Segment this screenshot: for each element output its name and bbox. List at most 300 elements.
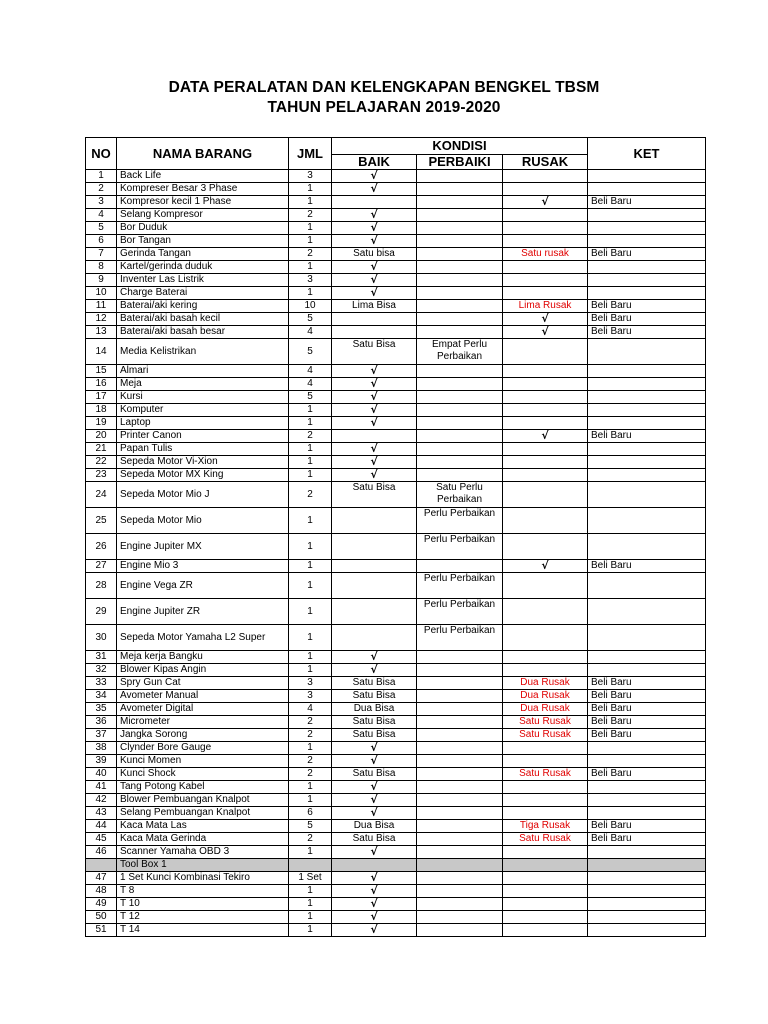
- row-kondisi-rusak: Dua Rusak: [503, 677, 588, 690]
- row-nama-barang: Laptop: [117, 417, 289, 430]
- row-no: 35: [86, 703, 117, 716]
- table-row: [86, 911, 706, 924]
- row-ket: [588, 664, 706, 677]
- row-kondisi-perbaiki: [417, 898, 503, 911]
- row-kondisi-baik: [332, 430, 417, 443]
- row-jml: 2: [289, 209, 332, 222]
- row-jml: 5: [289, 313, 332, 326]
- row-kondisi-baik: Satu Bisa: [332, 768, 417, 781]
- row-kondisi-perbaiki: [417, 716, 503, 729]
- row-kondisi-baik: [332, 534, 417, 560]
- row-kondisi-rusak: [503, 599, 588, 625]
- row-ket: Beli Baru: [588, 690, 706, 703]
- row-kondisi-rusak: [503, 274, 588, 287]
- row-kondisi-rusak: [503, 651, 588, 664]
- row-nama-barang: Komputer: [117, 404, 289, 417]
- row-nama-barang: Back Life: [117, 170, 289, 183]
- row-kondisi-rusak: [503, 482, 588, 508]
- row-kondisi-baik: √: [332, 924, 417, 937]
- row-jml: 1: [289, 664, 332, 677]
- header-nama-barang: NAMA BARANG: [117, 138, 289, 170]
- row-ket: [588, 742, 706, 755]
- row-kondisi-baik: [332, 313, 417, 326]
- row-nama-barang: Gerinda Tangan: [117, 248, 289, 261]
- row-kondisi-perbaiki: [417, 404, 503, 417]
- table-row: [86, 261, 706, 274]
- row-kondisi-baik: Satu Bisa: [332, 716, 417, 729]
- row-no: 10: [86, 287, 117, 300]
- row-no: 24: [86, 482, 117, 508]
- table-row: [86, 651, 706, 664]
- row-jml: 1: [289, 287, 332, 300]
- row-jml: 3: [289, 677, 332, 690]
- row-nama-barang: Kartel/gerinda duduk: [117, 261, 289, 274]
- row-nama-barang: Sepeda Motor Vi-Xion: [117, 456, 289, 469]
- row-jml: 1: [289, 599, 332, 625]
- row-no: 44: [86, 820, 117, 833]
- header-baik: BAIK: [332, 155, 417, 170]
- row-ket: [588, 469, 706, 482]
- row-kondisi-perbaiki: [417, 872, 503, 885]
- row-ket: [588, 443, 706, 456]
- row-kondisi-baik: [332, 196, 417, 209]
- row-no: 23: [86, 469, 117, 482]
- row-kondisi-rusak: [503, 898, 588, 911]
- row-jml: 1: [289, 898, 332, 911]
- row-kondisi-baik: Dua Bisa: [332, 820, 417, 833]
- row-jml: 2: [289, 482, 332, 508]
- row-nama-barang: Kompreser Besar 3 Phase: [117, 183, 289, 196]
- row-kondisi-rusak: Satu rusak: [503, 248, 588, 261]
- row-kondisi-rusak: Satu Rusak: [503, 833, 588, 846]
- row-kondisi-rusak: √: [503, 313, 588, 326]
- table-row: [86, 625, 706, 651]
- row-no: 3: [86, 196, 117, 209]
- row-no: 8: [86, 261, 117, 274]
- row-nama-barang: Tang Potong Kabel: [117, 781, 289, 794]
- table-row: [86, 807, 706, 820]
- row-kondisi-perbaiki: [417, 287, 503, 300]
- row-kondisi-baik: [332, 573, 417, 599]
- row-ket: Beli Baru: [588, 703, 706, 716]
- row-ket: Beli Baru: [588, 677, 706, 690]
- row-nama-barang: Selang Pembuangan Knalpot: [117, 807, 289, 820]
- row-nama-barang: Almari: [117, 365, 289, 378]
- table-row: [86, 417, 706, 430]
- row-no: 40: [86, 768, 117, 781]
- row-kondisi-baik: √: [332, 235, 417, 248]
- table-row: [86, 664, 706, 677]
- row-kondisi-perbaiki: [417, 209, 503, 222]
- row-kondisi-perbaiki: [417, 820, 503, 833]
- row-kondisi-perbaiki: Perlu Perbaikan: [417, 534, 503, 560]
- row-ket: [588, 911, 706, 924]
- row-kondisi-baik: Satu Bisa: [332, 833, 417, 846]
- row-no: 9: [86, 274, 117, 287]
- row-kondisi-baik: √: [332, 183, 417, 196]
- document-title: DATA PERALATAN DAN KELENGKAPAN BENGKEL TBSM: [168, 79, 600, 96]
- row-nama-barang: Blower Pembuangan Knalpot: [117, 794, 289, 807]
- row-jml: 4: [289, 378, 332, 391]
- row-jml: 2: [289, 768, 332, 781]
- row-ket: [588, 339, 706, 365]
- table-row: [86, 404, 706, 417]
- row-kondisi-baik: √: [332, 365, 417, 378]
- row-ket: Beli Baru: [588, 820, 706, 833]
- table-row: [86, 196, 706, 209]
- row-jml: 4: [289, 703, 332, 716]
- row-nama-barang: Kompresor kecil 1 Phase: [117, 196, 289, 209]
- table-row: [86, 391, 706, 404]
- row-nama-barang: T 12: [117, 911, 289, 924]
- row-ket: Beli Baru: [588, 300, 706, 313]
- row-ket: Beli Baru: [588, 833, 706, 846]
- table-row: [86, 508, 706, 534]
- row-kondisi-baik: Satu Bisa: [332, 690, 417, 703]
- row-no: 46: [86, 846, 117, 859]
- header-rusak: RUSAK: [503, 155, 588, 170]
- row-no: 36: [86, 716, 117, 729]
- row-kondisi-baik: Satu Bisa: [332, 339, 417, 365]
- table-row: [86, 339, 706, 365]
- row-nama-barang: Bor Tangan: [117, 235, 289, 248]
- row-nama-barang: Engine Jupiter MX: [117, 534, 289, 560]
- table-row: [86, 534, 706, 560]
- row-nama-barang: Sepeda Motor Yamaha L2 Super: [117, 625, 289, 651]
- row-kondisi-baik: √: [332, 404, 417, 417]
- row-nama-barang: Avometer Digital: [117, 703, 289, 716]
- row-kondisi-rusak: [503, 911, 588, 924]
- table-row: [86, 833, 706, 846]
- row-kondisi-baik: √: [332, 417, 417, 430]
- row-no: 7: [86, 248, 117, 261]
- row-ket: [588, 794, 706, 807]
- row-ket: Beli Baru: [588, 716, 706, 729]
- row-nama-barang: Engine Vega ZR: [117, 573, 289, 599]
- row-ket: Beli Baru: [588, 560, 706, 573]
- row-no: 37: [86, 729, 117, 742]
- row-no: 1: [86, 170, 117, 183]
- row-kondisi-baik: [332, 859, 417, 872]
- row-ket: [588, 651, 706, 664]
- row-kondisi-baik: √: [332, 885, 417, 898]
- row-no: 15: [86, 365, 117, 378]
- row-kondisi-rusak: [503, 183, 588, 196]
- row-kondisi-baik: Satu Bisa: [332, 482, 417, 508]
- row-no: 5: [86, 222, 117, 235]
- row-jml: 2: [289, 755, 332, 768]
- row-kondisi-rusak: [503, 339, 588, 365]
- row-kondisi-perbaiki: [417, 261, 503, 274]
- table-row: [86, 768, 706, 781]
- row-kondisi-baik: √: [332, 846, 417, 859]
- row-kondisi-rusak: [503, 235, 588, 248]
- row-jml: 2: [289, 729, 332, 742]
- row-jml: 1: [289, 404, 332, 417]
- row-kondisi-rusak: [503, 534, 588, 560]
- row-kondisi-perbaiki: Perlu Perbaikan: [417, 599, 503, 625]
- row-kondisi-perbaiki: [417, 365, 503, 378]
- row-kondisi-rusak: √: [503, 430, 588, 443]
- table-row: [86, 859, 706, 872]
- row-ket: [588, 183, 706, 196]
- row-ket: Beli Baru: [588, 430, 706, 443]
- row-kondisi-perbaiki: [417, 859, 503, 872]
- row-kondisi-rusak: [503, 209, 588, 222]
- row-kondisi-baik: √: [332, 261, 417, 274]
- row-ket: [588, 482, 706, 508]
- row-kondisi-rusak: √: [503, 326, 588, 339]
- row-kondisi-perbaiki: [417, 326, 503, 339]
- row-nama-barang: T 14: [117, 924, 289, 937]
- row-no: 38: [86, 742, 117, 755]
- row-no: 11: [86, 300, 117, 313]
- table-row: [86, 599, 706, 625]
- row-kondisi-perbaiki: [417, 443, 503, 456]
- table-row: [86, 443, 706, 456]
- row-jml: 1 Set: [289, 872, 332, 885]
- row-no: 2: [86, 183, 117, 196]
- row-ket: [588, 378, 706, 391]
- row-kondisi-rusak: [503, 807, 588, 820]
- row-kondisi-perbaiki: Perlu Perbaikan: [417, 625, 503, 651]
- row-nama-barang: Micrometer: [117, 716, 289, 729]
- row-kondisi-perbaiki: [417, 378, 503, 391]
- row-kondisi-perbaiki: [417, 430, 503, 443]
- row-kondisi-perbaiki: [417, 833, 503, 846]
- row-kondisi-perbaiki: [417, 794, 503, 807]
- row-kondisi-baik: [332, 508, 417, 534]
- table-row: [86, 209, 706, 222]
- row-kondisi-perbaiki: [417, 924, 503, 937]
- row-kondisi-baik: √: [332, 391, 417, 404]
- row-kondisi-rusak: [503, 885, 588, 898]
- row-kondisi-perbaiki: [417, 222, 503, 235]
- row-kondisi-baik: √: [332, 872, 417, 885]
- table-row: [86, 222, 706, 235]
- row-jml: 4: [289, 365, 332, 378]
- row-kondisi-perbaiki: [417, 703, 503, 716]
- table-row: [86, 755, 706, 768]
- row-ket: [588, 417, 706, 430]
- row-nama-barang: Selang Kompresor: [117, 209, 289, 222]
- row-kondisi-baik: √: [332, 742, 417, 755]
- row-kondisi-rusak: [503, 287, 588, 300]
- row-ket: Beli Baru: [588, 313, 706, 326]
- row-nama-barang: Engine Jupiter ZR: [117, 599, 289, 625]
- row-kondisi-rusak: [503, 846, 588, 859]
- table-body: [86, 170, 706, 937]
- row-ket: [588, 807, 706, 820]
- row-kondisi-baik: √: [332, 222, 417, 235]
- row-ket: [588, 222, 706, 235]
- row-nama-barang: Jangka Sorong: [117, 729, 289, 742]
- row-no: 18: [86, 404, 117, 417]
- row-kondisi-perbaiki: [417, 170, 503, 183]
- row-kondisi-rusak: Satu Rusak: [503, 716, 588, 729]
- row-kondisi-baik: √: [332, 443, 417, 456]
- row-jml: 3: [289, 170, 332, 183]
- table-row: [86, 872, 706, 885]
- row-kondisi-baik: √: [332, 456, 417, 469]
- row-kondisi-rusak: Satu Rusak: [503, 768, 588, 781]
- row-ket: [588, 391, 706, 404]
- row-kondisi-baik: √: [332, 287, 417, 300]
- row-no: 21: [86, 443, 117, 456]
- row-kondisi-perbaiki: [417, 911, 503, 924]
- row-no: 34: [86, 690, 117, 703]
- row-kondisi-baik: √: [332, 469, 417, 482]
- row-nama-barang: 1 Set Kunci Kombinasi Tekiro: [117, 872, 289, 885]
- row-nama-barang: Media Kelistrikan: [117, 339, 289, 365]
- table-row: [86, 456, 706, 469]
- row-kondisi-rusak: [503, 872, 588, 885]
- row-ket: Beli Baru: [588, 248, 706, 261]
- row-ket: [588, 885, 706, 898]
- row-kondisi-perbaiki: [417, 729, 503, 742]
- row-no: 17: [86, 391, 117, 404]
- row-kondisi-rusak: [503, 469, 588, 482]
- table-row: [86, 885, 706, 898]
- row-ket: [588, 781, 706, 794]
- table-row: [86, 677, 706, 690]
- row-ket: [588, 924, 706, 937]
- row-nama-barang: Kaca Mata Las: [117, 820, 289, 833]
- row-kondisi-perbaiki: [417, 768, 503, 781]
- row-kondisi-rusak: [503, 508, 588, 534]
- row-kondisi-baik: √: [332, 664, 417, 677]
- row-kondisi-rusak: √: [503, 560, 588, 573]
- row-nama-barang: Spry Gun Cat: [117, 677, 289, 690]
- row-kondisi-perbaiki: [417, 807, 503, 820]
- row-nama-barang: Baterai/aki basah besar: [117, 326, 289, 339]
- row-kondisi-rusak: √: [503, 196, 588, 209]
- row-kondisi-rusak: [503, 378, 588, 391]
- row-kondisi-rusak: [503, 755, 588, 768]
- row-no: 50: [86, 911, 117, 924]
- row-nama-barang: Meja kerja Bangku: [117, 651, 289, 664]
- row-kondisi-baik: Dua Bisa: [332, 703, 417, 716]
- row-kondisi-baik: √: [332, 911, 417, 924]
- row-kondisi-rusak: Satu Rusak: [503, 729, 588, 742]
- row-nama-barang: T 10: [117, 898, 289, 911]
- row-jml: 1: [289, 469, 332, 482]
- row-ket: [588, 846, 706, 859]
- row-kondisi-perbaiki: [417, 560, 503, 573]
- table-row: [86, 573, 706, 599]
- row-kondisi-perbaiki: Satu Perlu Perbaikan: [417, 482, 503, 508]
- row-kondisi-rusak: [503, 170, 588, 183]
- row-kondisi-rusak: Dua Rusak: [503, 690, 588, 703]
- table-row: [86, 365, 706, 378]
- row-jml: 1: [289, 222, 332, 235]
- row-jml: 1: [289, 651, 332, 664]
- row-jml: 1: [289, 261, 332, 274]
- row-kondisi-rusak: [503, 573, 588, 599]
- row-jml: 1: [289, 235, 332, 248]
- table-row: [86, 482, 706, 508]
- table-row: [86, 690, 706, 703]
- row-ket: Beli Baru: [588, 729, 706, 742]
- row-kondisi-rusak: [503, 222, 588, 235]
- row-kondisi-rusak: Tiga Rusak: [503, 820, 588, 833]
- row-no: 14: [86, 339, 117, 365]
- row-no: 48: [86, 885, 117, 898]
- row-nama-barang: Clynder Bore Gauge: [117, 742, 289, 755]
- row-jml: 5: [289, 391, 332, 404]
- row-kondisi-rusak: [503, 391, 588, 404]
- row-jml: 3: [289, 274, 332, 287]
- inventory-table: [85, 137, 706, 937]
- row-kondisi-perbaiki: [417, 664, 503, 677]
- row-kondisi-rusak: Lima Rusak: [503, 300, 588, 313]
- row-kondisi-perbaiki: [417, 196, 503, 209]
- row-jml: 1: [289, 885, 332, 898]
- table-row: [86, 820, 706, 833]
- row-jml: [289, 859, 332, 872]
- row-no: 13: [86, 326, 117, 339]
- row-kondisi-rusak: Dua Rusak: [503, 703, 588, 716]
- row-nama-barang: Engine Mio 3: [117, 560, 289, 573]
- row-kondisi-perbaiki: [417, 391, 503, 404]
- row-kondisi-rusak: [503, 417, 588, 430]
- table-row: [86, 300, 706, 313]
- row-no: 33: [86, 677, 117, 690]
- row-kondisi-rusak: [503, 664, 588, 677]
- table-row: [86, 287, 706, 300]
- table-row: [86, 742, 706, 755]
- row-kondisi-baik: Satu bisa: [332, 248, 417, 261]
- row-nama-barang: Scanner Yamaha OBD 3: [117, 846, 289, 859]
- row-nama-barang: Meja: [117, 378, 289, 391]
- row-kondisi-rusak: [503, 625, 588, 651]
- row-kondisi-rusak: [503, 365, 588, 378]
- row-jml: 5: [289, 820, 332, 833]
- row-kondisi-rusak: [503, 443, 588, 456]
- document-subtitle: TAHUN PELAJARAN 2019-2020: [267, 99, 501, 116]
- row-kondisi-baik: Lima Bisa: [332, 300, 417, 313]
- row-ket: [588, 898, 706, 911]
- row-nama-barang: Bor Duduk: [117, 222, 289, 235]
- row-nama-barang: Tool Box 1: [117, 859, 289, 872]
- row-no: 49: [86, 898, 117, 911]
- row-no: 20: [86, 430, 117, 443]
- row-kondisi-rusak: [503, 404, 588, 417]
- table-row: [86, 170, 706, 183]
- row-kondisi-perbaiki: [417, 755, 503, 768]
- table-row: [86, 898, 706, 911]
- row-kondisi-baik: √: [332, 898, 417, 911]
- row-nama-barang: Sepeda Motor MX King: [117, 469, 289, 482]
- row-kondisi-baik: [332, 599, 417, 625]
- table-row: [86, 326, 706, 339]
- row-no: 6: [86, 235, 117, 248]
- row-kondisi-baik: Satu Bisa: [332, 677, 417, 690]
- row-jml: 1: [289, 911, 332, 924]
- row-ket: [588, 287, 706, 300]
- row-no: [86, 859, 117, 872]
- row-nama-barang: Inventer Las Listrik: [117, 274, 289, 287]
- row-ket: [588, 599, 706, 625]
- row-ket: Beli Baru: [588, 768, 706, 781]
- row-kondisi-perbaiki: Empat Perlu Perbaikan: [417, 339, 503, 365]
- row-no: 31: [86, 651, 117, 664]
- row-no: 27: [86, 560, 117, 573]
- row-jml: 2: [289, 833, 332, 846]
- row-nama-barang: Sepeda Motor Mio J: [117, 482, 289, 508]
- row-ket: [588, 508, 706, 534]
- row-kondisi-perbaiki: [417, 235, 503, 248]
